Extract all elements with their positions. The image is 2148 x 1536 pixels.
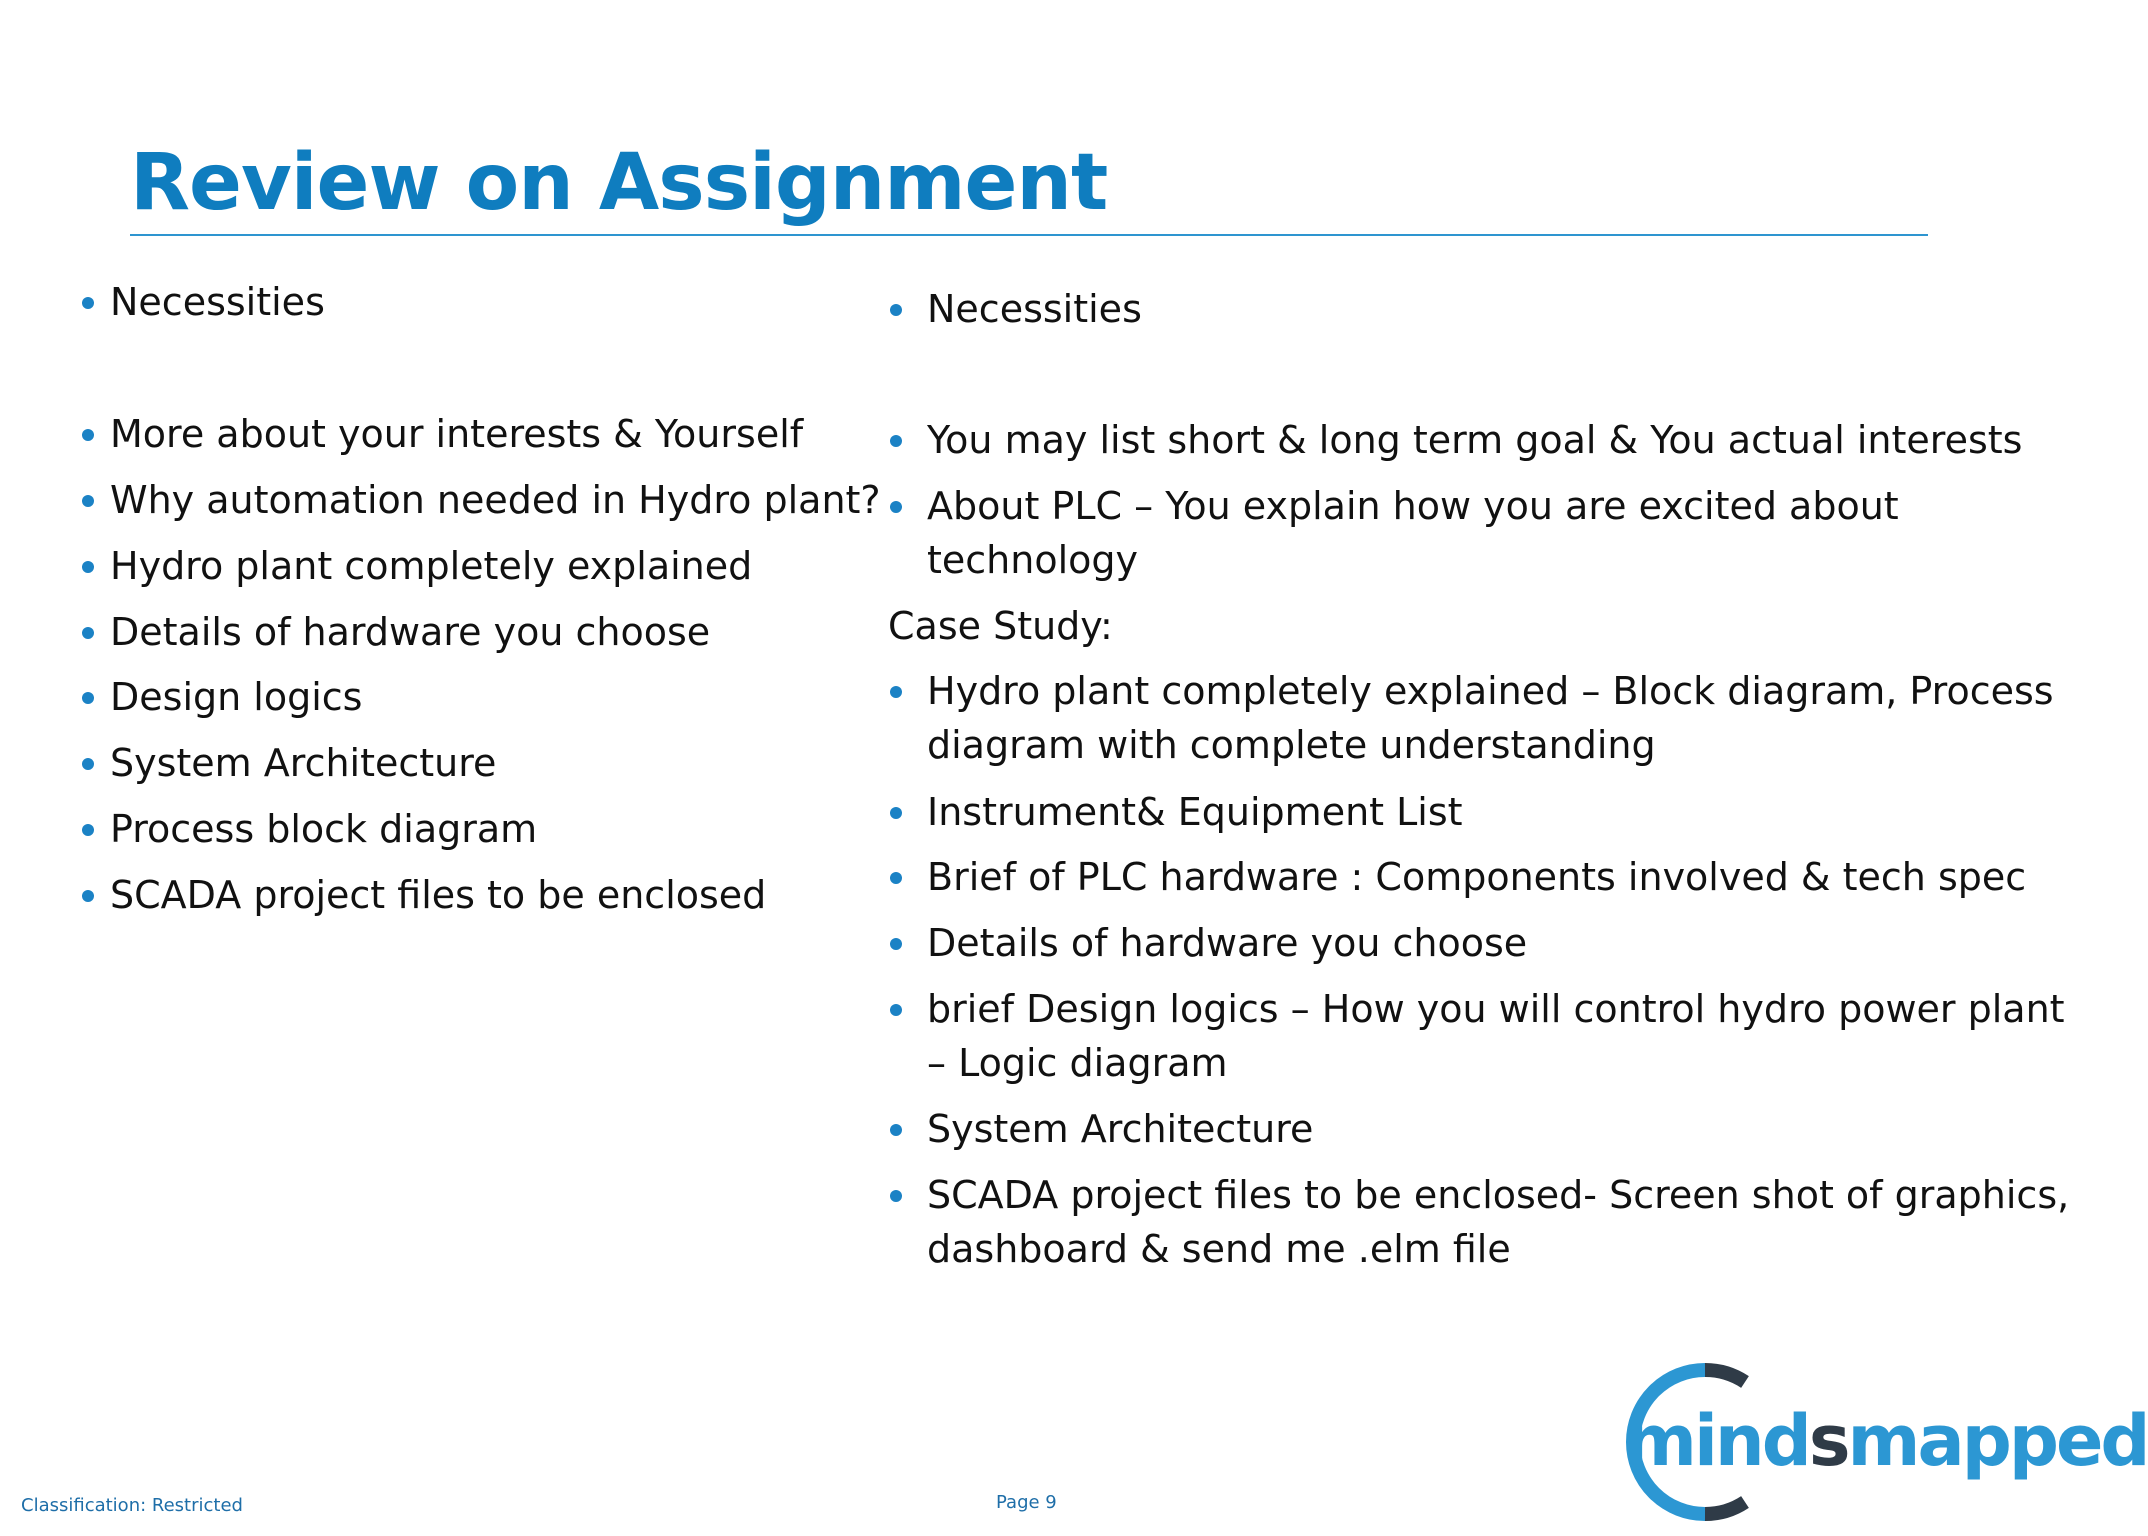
- section-label: Case Study:: [888, 604, 1113, 648]
- bullet-icon: [890, 304, 902, 316]
- bullet-icon: [82, 561, 94, 573]
- list-item: SCADA project files to be enclosed: [80, 868, 766, 922]
- bullet-icon: [890, 1004, 902, 1016]
- bullet-icon: [82, 495, 94, 507]
- list-item: Hydro plant completely explained: [80, 539, 752, 593]
- logo-wordmark: mindsmapped: [1624, 1400, 2148, 1482]
- mindsmapped-logo: [1580, 1362, 2148, 1522]
- list-item: SCADA project files to be enclosed- Screen shot of graphics, dashboard & send me .elm file: [888, 1168, 2069, 1276]
- classification-label: Classification: Restricted: [21, 1495, 243, 1516]
- list-item: Details of hardware you choose: [80, 605, 710, 659]
- bullet-icon: [890, 872, 902, 884]
- bullet-icon: [890, 501, 902, 513]
- bullet-icon: [82, 627, 94, 639]
- list-item: Instrument& Equipment List: [888, 785, 1463, 839]
- bullet-icon: [82, 692, 94, 704]
- list-item: Necessities: [80, 275, 325, 329]
- list-item: About PLC – You explain how you are excited about technology: [888, 479, 1899, 587]
- bullet-icon: [890, 1124, 902, 1136]
- bullet-icon: [82, 758, 94, 770]
- list-item: brief Design logics – How you will control hydro power plant – Logic diagram: [888, 982, 2065, 1090]
- list-item: Brief of PLC hardware : Components involved & tech spec: [888, 850, 2026, 904]
- bullet-icon: [890, 686, 902, 698]
- bullet-icon: [890, 807, 902, 819]
- list-item: Necessities: [888, 282, 1142, 336]
- slide-title: Review on Assignment: [130, 138, 1108, 228]
- list-item: System Architecture: [888, 1102, 1313, 1156]
- list-item: Design logics: [80, 670, 362, 724]
- bullet-icon: [82, 824, 94, 836]
- title-underline: [130, 234, 1928, 236]
- list-item: More about your interests & Yourself: [80, 407, 803, 461]
- list-item: Process block diagram: [80, 802, 537, 856]
- list-item: You may list short & long term goal & You actual interests: [888, 413, 2022, 467]
- page-number: Page 9: [996, 1492, 1057, 1513]
- list-item: Details of hardware you choose: [888, 916, 1527, 970]
- bullet-icon: [82, 297, 94, 309]
- bullet-icon: [890, 938, 902, 950]
- bullet-icon: [890, 1190, 902, 1202]
- bullet-icon: [82, 890, 94, 902]
- list-item: Hydro plant completely explained – Block diagram, Process diagram with complete understanding: [888, 664, 2054, 772]
- list-item: System Architecture: [80, 736, 496, 790]
- bullet-icon: [82, 429, 94, 441]
- bullet-icon: [890, 435, 902, 447]
- list-item: Why automation needed in Hydro plant?: [80, 473, 881, 527]
